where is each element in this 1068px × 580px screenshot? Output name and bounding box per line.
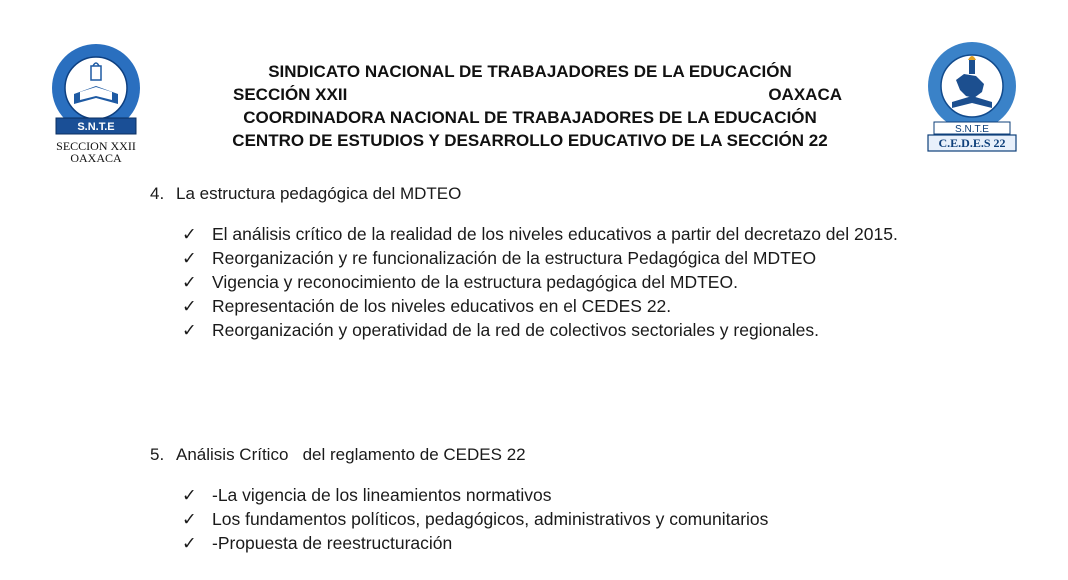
section-4-title-text: La estructura pedagógica del MDTEO	[176, 184, 462, 203]
checkmark-icon: ✓	[182, 248, 197, 268]
list-item-text: Reorganización y operatividad de la red de colectivos sectoriales y regionales.	[212, 320, 820, 340]
checkmark-icon: ✓	[182, 533, 197, 553]
list-item-text: Reorganización y re funcionalización de la estructura Pedagógica del MDTEO	[212, 248, 817, 268]
logo-left-caption-1: SECCION XXII	[56, 139, 136, 153]
list-item	[182, 508, 922, 531]
list-item-text: -La vigencia de los lineamientos normativos	[212, 485, 552, 505]
list-item-text: Vigencia y reconocimiento de la estructura pedagógica del MDTEO.	[212, 272, 738, 292]
list-item	[182, 295, 922, 318]
section-5-title	[150, 444, 526, 466]
checkmark-icon: ✓	[182, 320, 197, 340]
section-5-title-text: Análisis Crítico del reglamento de CEDES 22	[176, 445, 526, 464]
section-4-number: 4.	[150, 184, 165, 203]
list-item-text: Representación de los niveles educativos en el CEDES 22.	[212, 296, 672, 316]
logo-right-banner-top: S.N.T.E	[955, 124, 989, 135]
snte-emblem-icon	[40, 42, 152, 142]
section-4-title	[150, 183, 461, 205]
list-item-text: Los fundamentos políticos, pedagógicos, administrativos y comunitarios	[212, 509, 769, 529]
header-line-3: COORDINADORA NACIONAL DE TRABAJADORES DE LA EDUCACIÓN	[243, 108, 817, 127]
checkmark-icon: ✓	[182, 485, 197, 505]
section-5-list	[182, 484, 922, 556]
checkmark-icon: ✓	[182, 272, 197, 292]
list-item-text: El análisis crítico de la realidad de los niveles educativos a partir del decretazo del 2015.	[212, 224, 898, 244]
logo-left-banner: S.N.T.E	[77, 121, 115, 133]
list-item	[182, 223, 922, 246]
section-5-number: 5.	[150, 445, 165, 464]
checkmark-icon: ✓	[182, 509, 197, 529]
list-item	[182, 532, 922, 555]
logo-left-caption-2: OAXACA	[70, 151, 122, 165]
list-item-text: -Propuesta de reestructuración	[212, 533, 453, 553]
list-item	[182, 484, 922, 507]
header-line-2	[190, 83, 870, 106]
cedes-22-logo	[912, 40, 1032, 158]
logo-right-banner-bottom: C.E.D.E.S 22	[938, 136, 1006, 150]
header-line-4: CENTRO DE ESTUDIOS Y DESARROLLO EDUCATIVO DE LA SECCIÓN 22	[232, 131, 828, 150]
checkmark-icon: ✓	[182, 296, 197, 316]
list-item	[182, 319, 922, 342]
section-4-list	[182, 223, 922, 343]
list-item	[182, 271, 922, 294]
header-oaxaca: OAXACA	[768, 85, 842, 104]
header-line-1: SINDICATO NACIONAL DE TRABAJADORES DE LA EDUCACIÓN	[268, 62, 792, 81]
checkmark-icon: ✓	[182, 224, 197, 244]
snte-seccion-xxii-logo	[40, 42, 152, 166]
cedes-emblem-icon	[912, 40, 1032, 158]
document-header	[190, 60, 870, 152]
list-item	[182, 247, 922, 270]
header-seccion: SECCIÓN XXII	[233, 85, 348, 104]
